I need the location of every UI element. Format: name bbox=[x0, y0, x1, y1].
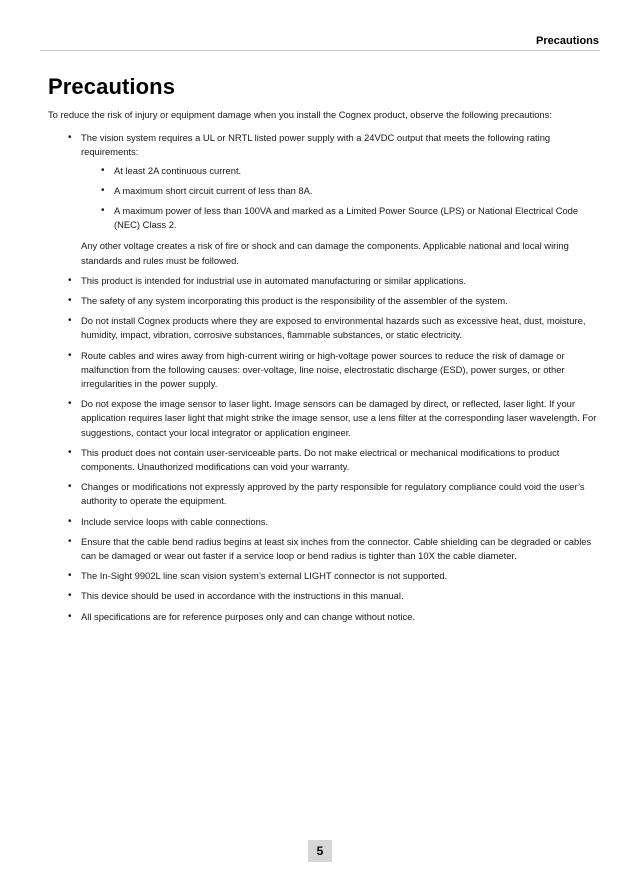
voltage-note: Any other voltage creates a risk of fire or shock and can damage the components. Applicable national and local wiring standards and rules must be followed. bbox=[81, 240, 569, 266]
sub-list-item: • A maximum short circuit current of less than 8A. bbox=[81, 184, 600, 198]
page-number: 5 bbox=[308, 840, 332, 862]
precautions-list bbox=[48, 131, 600, 624]
list-item: • The In-Sight 9902L line scan vision system’s external LIGHT connector is not supported. bbox=[48, 569, 600, 583]
list-item: • Include service loops with cable connections. bbox=[48, 515, 600, 529]
page-content bbox=[48, 108, 600, 630]
list-item: • The safety of any system incorporating this product is the responsibility of the assembler of the system. bbox=[48, 294, 600, 308]
header-divider bbox=[40, 50, 600, 51]
list-item: • Ensure that the cable bend radius begins at least six inches from the connector. Cable shielding can be degraded or cables can be damaged or wear out faster if a service loop or bend radius is tighter than 10X the cable diameter. bbox=[48, 535, 600, 563]
sub-list-item: • A maximum power of less than 100VA and marked as a Limited Power Source (LPS) or National Electrical Code (NEC) Class 2. bbox=[81, 204, 600, 232]
list-item: • This product does not contain user-serviceable parts. Do not make electrical or mechanical modifications to product components. Unauthorized modifications can void your warranty. bbox=[48, 446, 600, 474]
list-item: • Route cables and wires away from high-current wiring or high-voltage power sources to reduce the risk of damage or malfunction from the following causes: over-voltage, line noise, electrostatic discharge (ESD), power surges, or other irregularities in the power supply. bbox=[48, 349, 600, 392]
list-item-text: The vision system requires a UL or NRTL listed power supply with a 24VDC output that meets the following rating requirements: bbox=[81, 132, 551, 158]
sub-list-item: • At least 2A continuous current. bbox=[81, 164, 600, 178]
power-requirements-list bbox=[81, 164, 600, 233]
list-item: • Changes or modifications not expressly approved by the party responsible for regulatory compliance could void the user’s authority to operate the equipment. bbox=[48, 480, 600, 508]
list-item: • Do not expose the image sensor to laser light. Image sensors can be damaged by direct, or reflected, laser light. If your application requires laser light that might strike the image sensor, use a lens filter at the corresponding laser wavelength. For suggestions, contact your local integrator or application engineer. bbox=[48, 397, 600, 440]
running-header-title: Precautions bbox=[536, 35, 599, 47]
page-title: Precautions bbox=[48, 74, 176, 99]
list-item: • This device should be used in accordance with the instructions in this manual. bbox=[48, 589, 600, 603]
list-item: • This product is intended for industrial use in automated manufacturing or similar applications. bbox=[48, 274, 600, 288]
intro-paragraph: To reduce the risk of injury or equipment damage when you install the Cognex product, observe the following precautions: bbox=[48, 109, 552, 120]
list-item: • All specifications are for reference purposes only and can change without notice. bbox=[48, 610, 600, 624]
list-item: • Do not install Cognex products where they are exposed to environmental hazards such as excessive heat, dust, moisture, humidity, impact, vibration, corrosive substances, flammable substances, or static electricity. bbox=[48, 314, 600, 342]
list-item bbox=[48, 131, 600, 268]
